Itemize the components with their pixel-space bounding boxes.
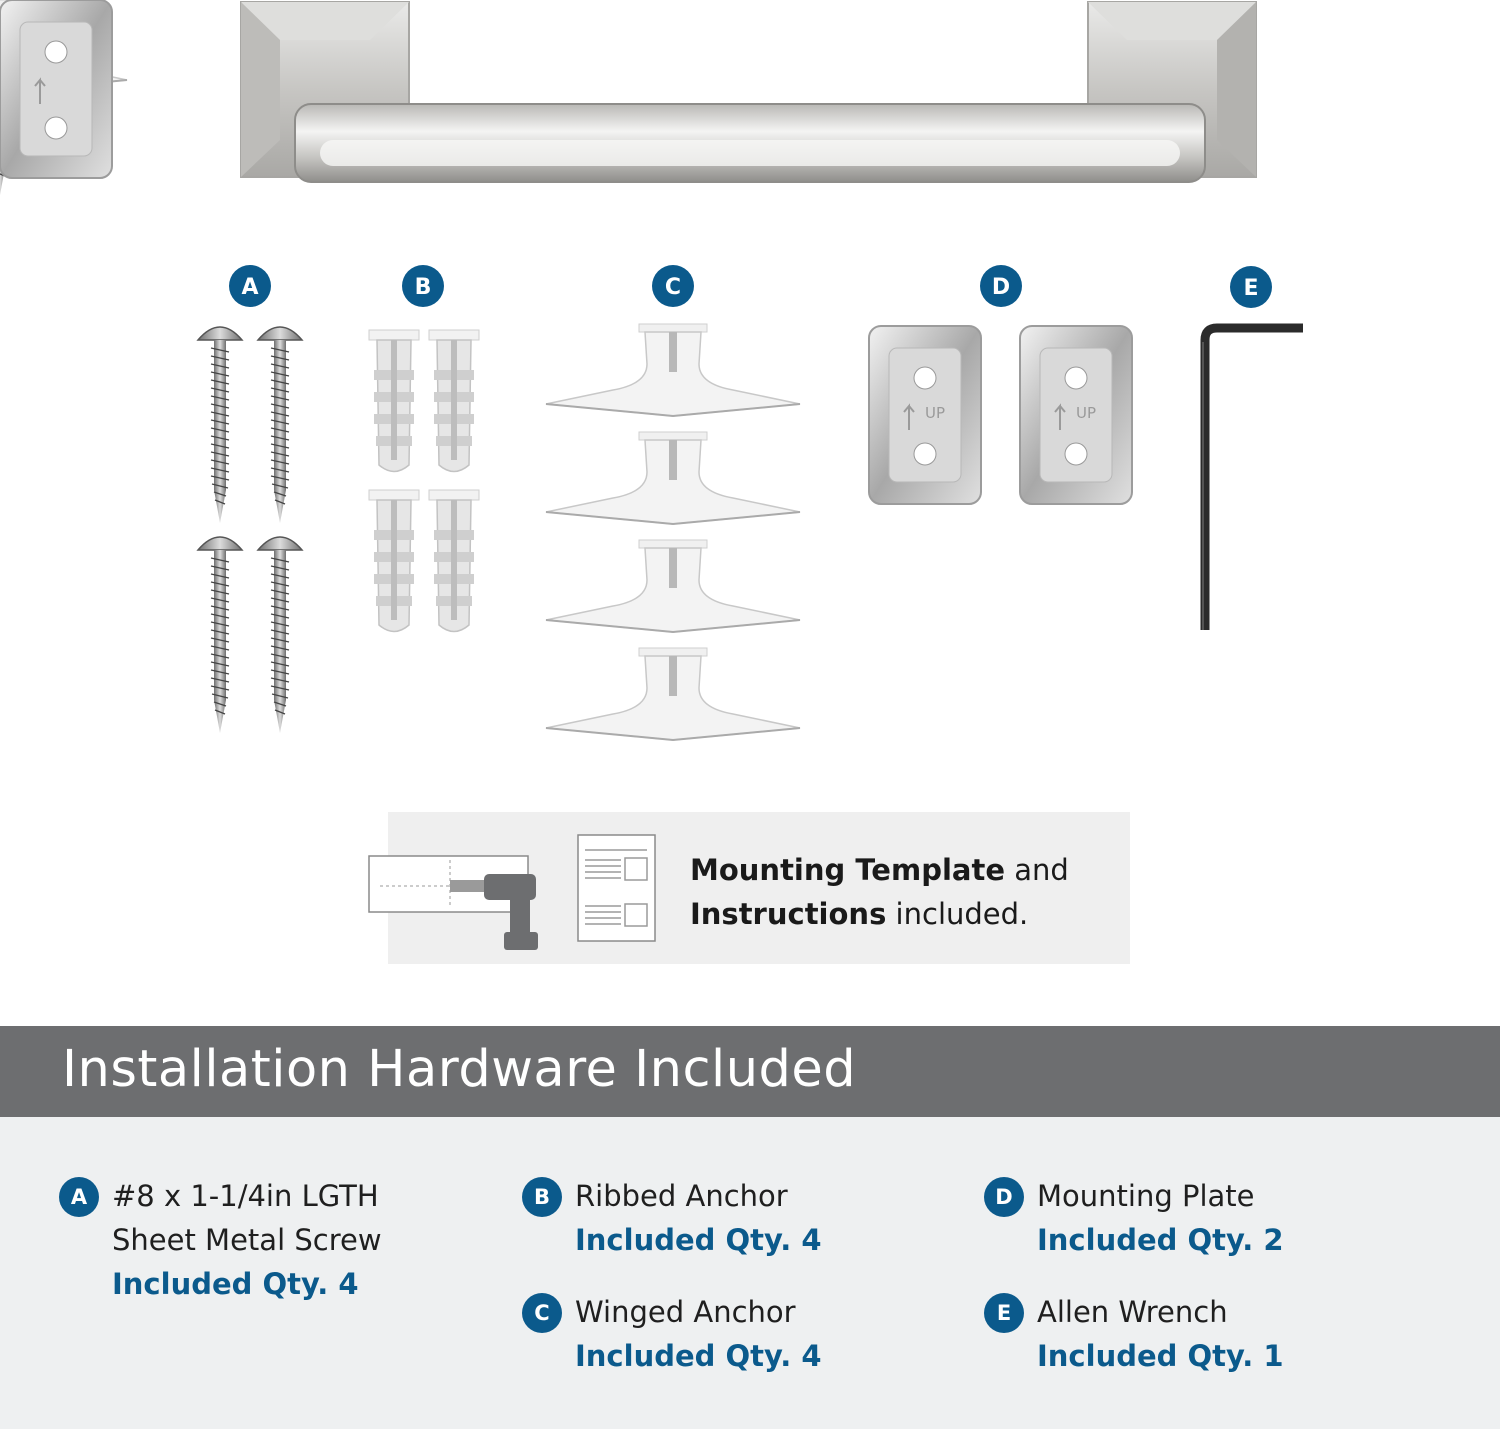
part-label-badges <box>229 265 1272 308</box>
part-name-a-line-1: #8 x 1-1/4in LGTH <box>112 1179 379 1213</box>
instructions-document-icon <box>577 834 657 944</box>
plate-up-label-2: UP <box>1075 404 1097 422</box>
part-badge-a: A <box>59 1177 99 1217</box>
part-name-d: Mounting Plate <box>1037 1179 1255 1213</box>
template-note-bold-1: Mounting Template <box>690 853 1005 887</box>
template-note-text <box>690 848 1110 936</box>
part-name-a-line-2: Sheet Metal Screw <box>112 1223 382 1257</box>
part-name-b: Ribbed Anchor <box>575 1179 788 1213</box>
part-badge-c: C <box>522 1293 562 1333</box>
template-note-text-2: included. <box>886 897 1029 931</box>
badge-b: B <box>414 275 432 300</box>
part-badge-d: D <box>984 1177 1024 1217</box>
part-qty-b: Included Qty. 4 <box>575 1223 822 1257</box>
badge-a: A <box>241 275 259 300</box>
badge-d: D <box>991 275 1011 300</box>
part-qty-e: Included Qty. 1 <box>1037 1339 1284 1373</box>
badge-c: C <box>664 275 682 300</box>
mounting-plates-image <box>0 0 112 178</box>
allen-wrench-image <box>1203 328 1303 630</box>
part-badge-b: B <box>522 1177 562 1217</box>
part-name-c: Winged Anchor <box>575 1295 796 1329</box>
grab-bar-image <box>241 2 1256 182</box>
part-qty-c: Included Qty. 4 <box>575 1339 822 1373</box>
part-qty-a: Included Qty. 4 <box>112 1267 359 1301</box>
part-name-e: Allen Wrench <box>1037 1295 1228 1329</box>
drill-template-icon <box>368 850 538 960</box>
part-qty-d: Included Qty. 2 <box>1037 1223 1284 1257</box>
template-note-text-1: and <box>1005 853 1069 887</box>
template-note-bold-2: Instructions <box>690 897 887 931</box>
badge-e: E <box>1243 276 1259 301</box>
part-badge-e: E <box>984 1293 1024 1333</box>
section-title: Installation Hardware Included <box>62 1040 857 1099</box>
plate-up-label-1: UP <box>924 404 946 422</box>
